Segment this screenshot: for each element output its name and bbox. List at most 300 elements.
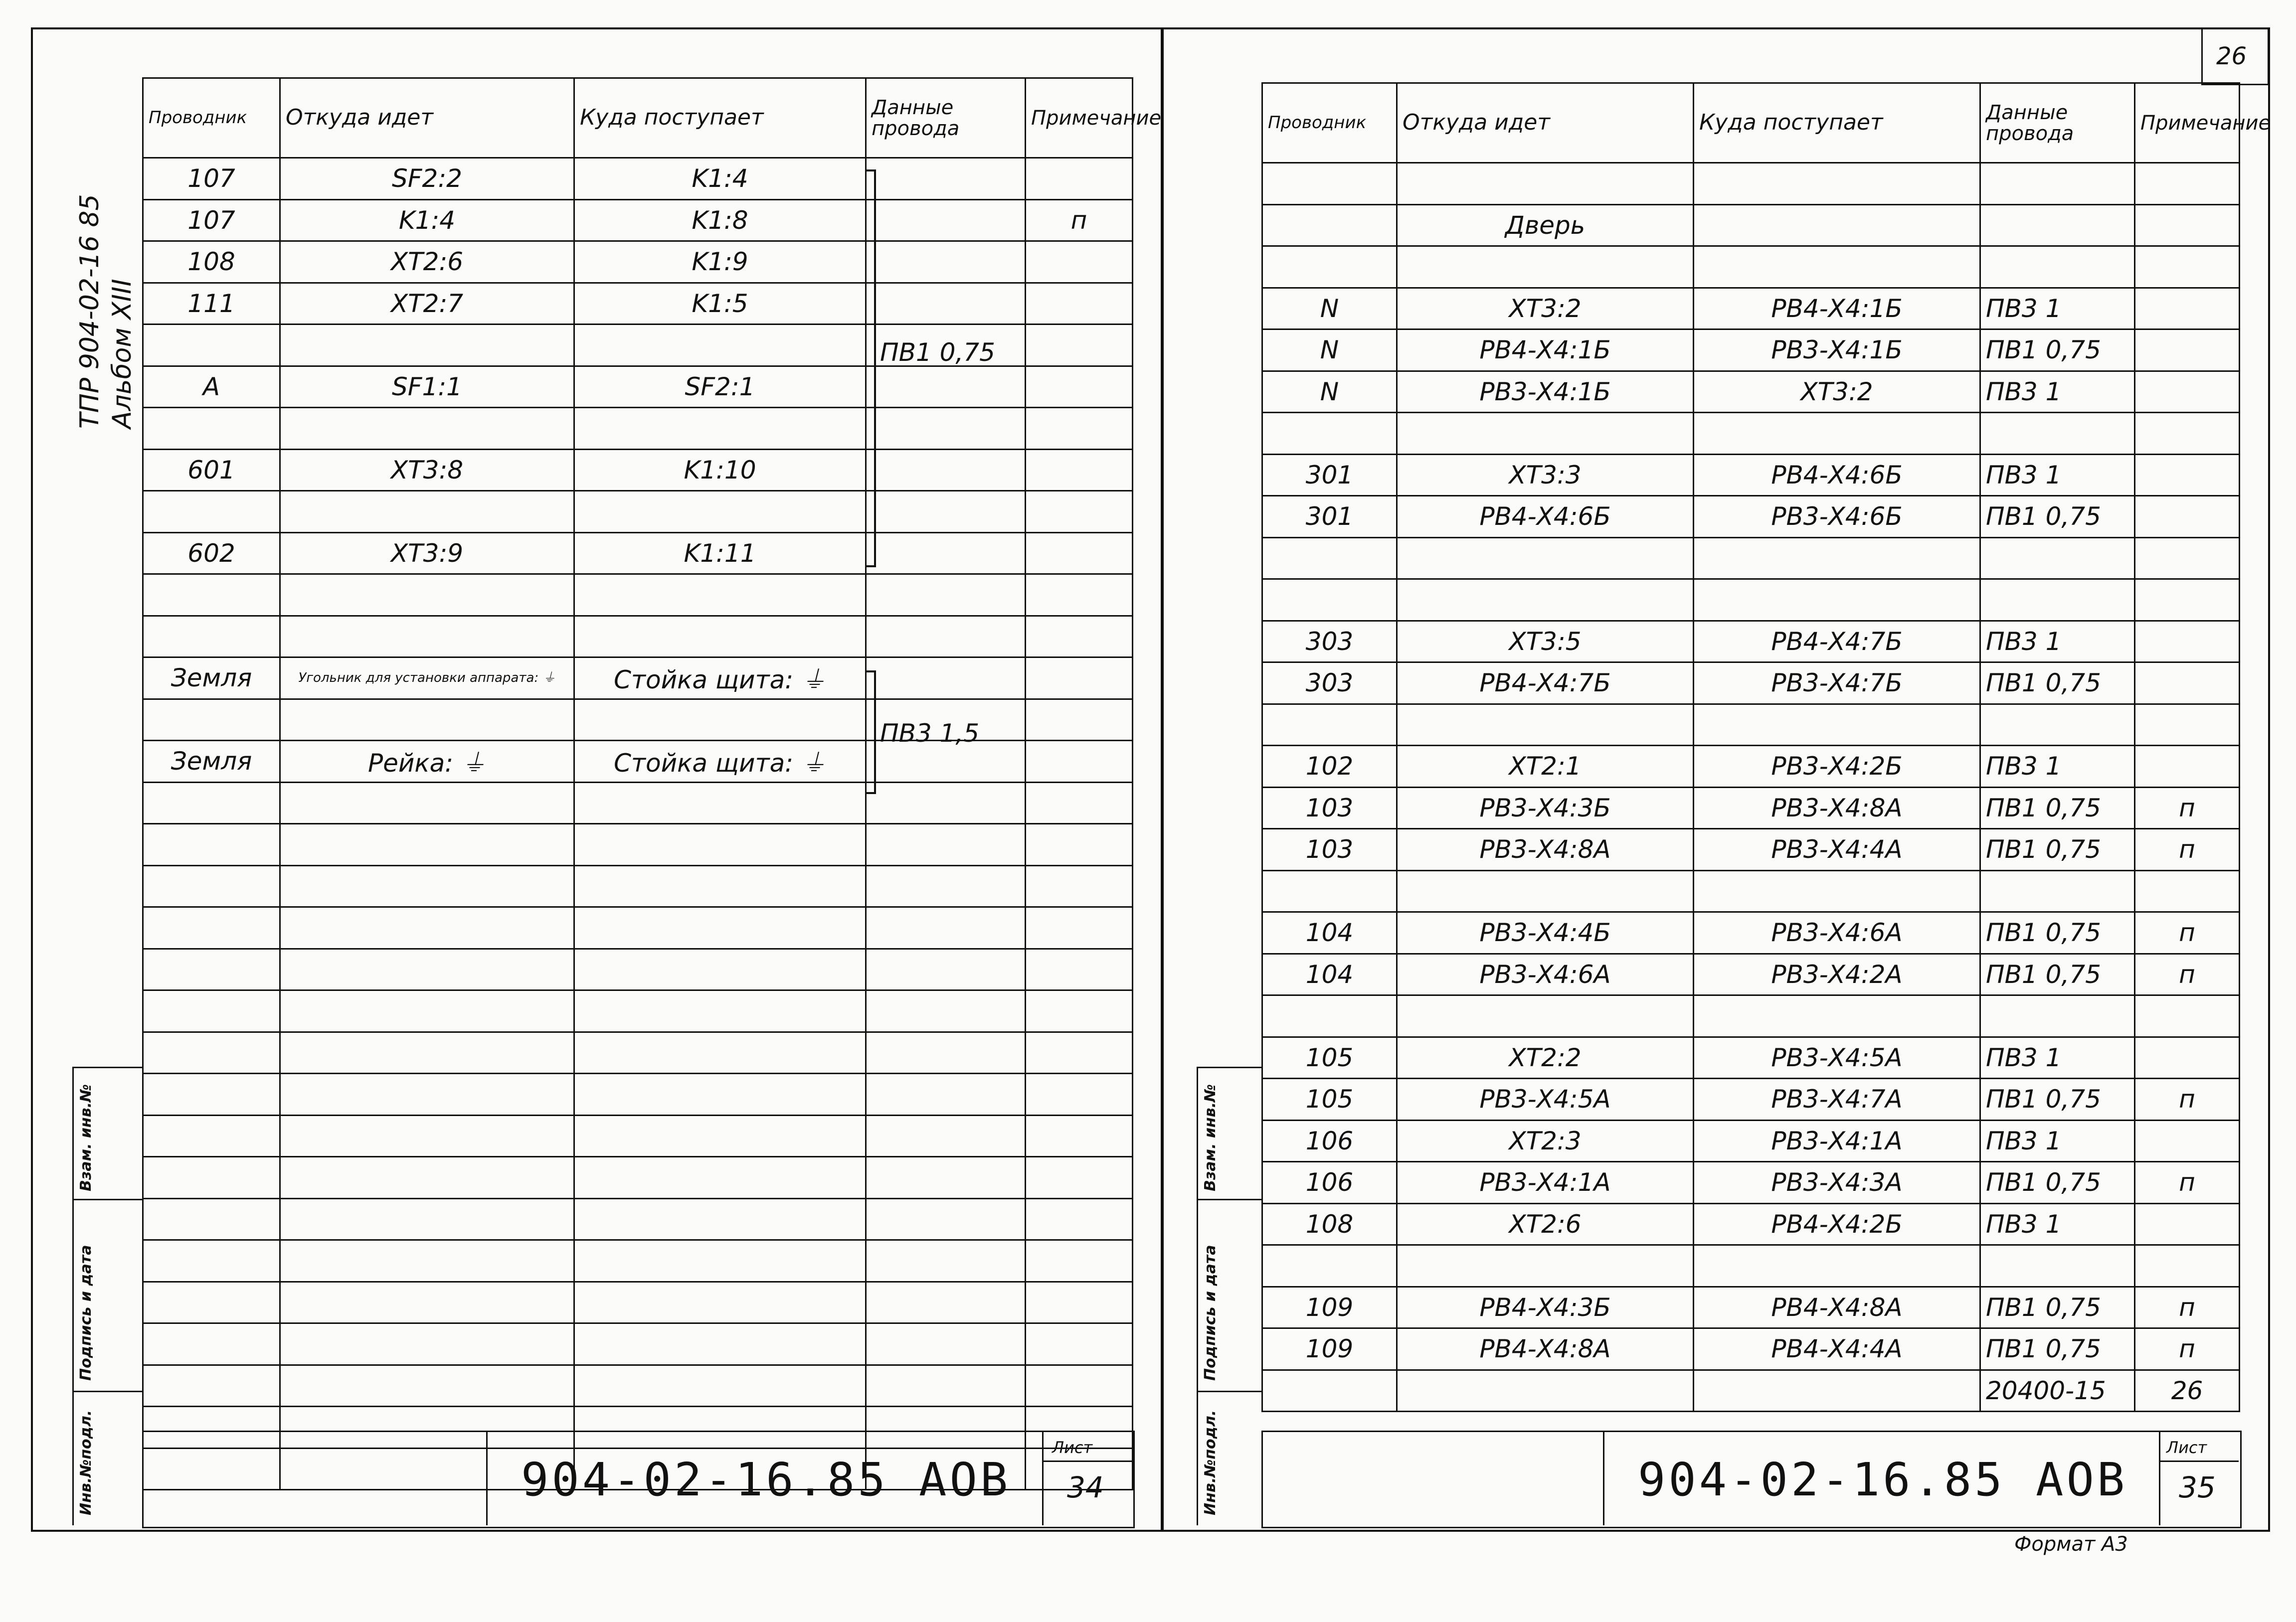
cell-wire-data	[866, 1365, 1026, 1407]
cell-note	[2135, 870, 2240, 912]
table-row	[143, 1115, 1133, 1157]
cell-from: XT2:2	[1397, 1037, 1694, 1079]
cell-conductor	[143, 782, 280, 824]
right-stamp-inv: Инв.№подл.	[1202, 1410, 1219, 1515]
cell-to: РВ3-Х4:7Б	[1694, 662, 1980, 704]
cell-wire-data	[1980, 413, 2135, 455]
cell-from	[1397, 413, 1694, 455]
cell-conductor: А	[143, 366, 280, 408]
cell-from	[280, 1282, 574, 1323]
cell-from: XT3:3	[1397, 454, 1694, 496]
cell-from: XT3:5	[1397, 621, 1694, 662]
left-stamp-vzam: Взам. инв.№	[77, 1084, 95, 1191]
right-stamp-vzam: Взам. инв.№	[1202, 1084, 1219, 1191]
cell-wire-data: ПВ1 0,75	[1980, 1328, 2135, 1370]
cell-conductor: 111	[143, 283, 280, 324]
cell-wire-data	[866, 283, 1026, 324]
cell-to	[574, 1074, 866, 1116]
cell-from	[1397, 870, 1694, 912]
cell-note: п	[2135, 1079, 2240, 1121]
cell-wire-data	[866, 782, 1026, 824]
cell-conductor: 301	[1262, 454, 1397, 496]
cell-conductor: 105	[1262, 1037, 1397, 1079]
cell-from	[1397, 537, 1694, 579]
cell-from	[1397, 579, 1694, 621]
cell-conductor	[1262, 870, 1397, 912]
cell-from: Дверь	[1397, 204, 1694, 246]
cell-to: РВ3-Х4:2А	[1694, 954, 1980, 995]
cell-from	[280, 907, 574, 949]
table-row	[143, 1074, 1133, 1116]
cell-to	[574, 949, 866, 990]
right-title-divider-b	[2159, 1431, 2160, 1525]
cell-from	[280, 1032, 574, 1074]
col-note: Примечание	[2135, 83, 2240, 163]
table-row	[143, 990, 1133, 1032]
cell-conductor	[143, 491, 280, 533]
cell-wire-data	[866, 366, 1026, 408]
cell-wire-data: ПВ1 0,75	[1980, 829, 2135, 871]
cell-note	[1026, 657, 1133, 699]
cell-from: XT2:7	[280, 283, 574, 324]
cell-to: РВ3-Х4:3А	[1694, 1162, 1980, 1204]
cell-from: РВ3-Х4:5А	[1397, 1079, 1694, 1121]
cell-to: РВ3-Х4:7А	[1694, 1079, 1980, 1121]
cell-wire-data	[866, 199, 1026, 241]
cell-conductor: 602	[143, 532, 280, 574]
table-row	[1262, 954, 2240, 995]
cell-from	[280, 491, 574, 533]
cell-to	[574, 491, 866, 533]
left-stamp-sign: Подпись и дата	[77, 1245, 95, 1381]
cell-conductor	[143, 1323, 280, 1365]
cell-to	[574, 616, 866, 657]
cell-note	[1026, 324, 1133, 366]
cell-to	[574, 1198, 866, 1240]
cell-note	[1026, 1198, 1133, 1240]
cell-note	[1026, 1240, 1133, 1282]
cell-note	[1026, 574, 1133, 616]
cell-note	[1026, 1115, 1133, 1157]
col-from: Откуда идет	[1397, 83, 1694, 163]
cell-conductor	[143, 1032, 280, 1074]
cell-from: XT2:6	[1397, 1203, 1694, 1245]
table-row	[1262, 1287, 2240, 1328]
cell-from	[280, 1157, 574, 1199]
cell-to: Стойка щита: ⏚	[574, 741, 866, 783]
cell-note	[1026, 1157, 1133, 1199]
cell-to	[1694, 995, 1980, 1037]
cell-wire-data	[866, 1198, 1026, 1240]
right-stamp-line-3	[1197, 1391, 1261, 1392]
cell-from	[280, 408, 574, 450]
cell-note	[1026, 824, 1133, 866]
table-row	[143, 1032, 1133, 1074]
table-row	[1262, 371, 2240, 413]
cell-note	[1026, 990, 1133, 1032]
cell-note	[2135, 1245, 2240, 1287]
cell-wire-data	[1980, 579, 2135, 621]
cell-note: 26	[2135, 1370, 2240, 1412]
cell-conductor: 108	[1262, 1203, 1397, 1245]
cell-note	[2135, 1120, 2240, 1162]
cell-to: РВ3-Х4:4А	[1694, 829, 1980, 871]
cell-from: РВ3-Х4:1А	[1397, 1162, 1694, 1204]
cell-to	[1694, 704, 1980, 746]
cell-conductor: 303	[1262, 621, 1397, 662]
table-row	[1262, 870, 2240, 912]
right-stamp-line-1	[1197, 1067, 1261, 1068]
table-row	[143, 1157, 1133, 1199]
col-to: Куда поступает	[574, 78, 866, 158]
cell-wire-data	[866, 657, 1026, 699]
cell-to	[574, 1157, 866, 1199]
cell-conductor	[1262, 1370, 1397, 1412]
cell-wire-data	[1980, 995, 2135, 1037]
cell-to: РВ4-Х4:2Б	[1694, 1203, 1980, 1245]
cell-to: РВ3-Х4:1Б	[1694, 329, 1980, 371]
cell-to: SF2:1	[574, 366, 866, 408]
cell-to	[1694, 413, 1980, 455]
cell-to	[574, 1282, 866, 1323]
cell-wire-data	[866, 532, 1026, 574]
cell-to	[574, 1240, 866, 1282]
cell-to: Стойка щита: ⏚	[574, 657, 866, 699]
cell-conductor	[143, 990, 280, 1032]
cell-from: РВ4-Х4:8А	[1397, 1328, 1694, 1370]
cell-conductor: 103	[1262, 787, 1397, 829]
cell-from	[1397, 1245, 1694, 1287]
table-row	[1262, 1162, 2240, 1204]
col-conductor: Проводник	[1262, 83, 1397, 163]
cell-note	[2135, 246, 2240, 288]
cell-note	[1026, 449, 1133, 491]
cell-wire-data	[1980, 204, 2135, 246]
left-group2-bracket	[865, 670, 876, 794]
table-row	[1262, 621, 2240, 662]
cell-note	[2135, 288, 2240, 329]
cell-wire-data: ПВ1 0,75	[1980, 912, 2135, 954]
cell-note: п	[2135, 1328, 2240, 1370]
cell-note	[1026, 158, 1133, 200]
table-row	[143, 241, 1133, 283]
cell-conductor	[1262, 204, 1397, 246]
cell-conductor: 103	[1262, 829, 1397, 871]
cell-wire-data: 20400-15	[1980, 1370, 2135, 1412]
cell-to: K1:10	[574, 449, 866, 491]
col-note: Примечание	[1026, 78, 1133, 158]
cell-note	[1026, 532, 1133, 574]
cell-note	[2135, 1203, 2240, 1245]
cell-from	[280, 1323, 574, 1365]
cell-from: XT3:2	[1397, 288, 1694, 329]
cell-conductor: 104	[1262, 912, 1397, 954]
table-row	[1262, 1120, 2240, 1162]
cell-from: РВ4-Х4:3Б	[1397, 1287, 1694, 1328]
cell-to	[574, 574, 866, 616]
cell-note	[1026, 782, 1133, 824]
cell-wire-data: ПВ1 0,75	[1980, 496, 2135, 538]
cell-from: Рейка: ⏚	[280, 741, 574, 783]
cell-wire-data: ПВ3 1	[1980, 454, 2135, 496]
cell-note: п	[2135, 912, 2240, 954]
cell-to	[574, 782, 866, 824]
left-title-divider-b	[1042, 1431, 1044, 1525]
cell-from	[280, 782, 574, 824]
cell-conductor: 301	[1262, 496, 1397, 538]
cell-conductor: 109	[1262, 1328, 1397, 1370]
cell-conductor	[1262, 995, 1397, 1037]
cell-note	[2135, 995, 2240, 1037]
cell-wire-data	[866, 824, 1026, 866]
cell-from	[280, 574, 574, 616]
cell-to	[1694, 246, 1980, 288]
cell-conductor: 303	[1262, 662, 1397, 704]
cell-note	[2135, 662, 2240, 704]
cell-conductor	[143, 1115, 280, 1157]
table-row	[1262, 995, 2240, 1037]
right-stamp-divider	[1197, 1067, 1198, 1525]
cell-to	[574, 1365, 866, 1407]
cell-from: SF2:2	[280, 158, 574, 200]
cell-note	[2135, 454, 2240, 496]
table-row	[1262, 288, 2240, 329]
right-sheet-label: Лист	[2166, 1438, 2207, 1457]
table-row	[143, 1323, 1133, 1365]
table-row	[143, 491, 1133, 533]
cell-to: РВ4-Х4:6Б	[1694, 454, 1980, 496]
right-corner-page: 26	[2216, 42, 2247, 70]
table-row	[1262, 579, 2240, 621]
left-stamp-line-2	[72, 1199, 142, 1200]
cell-note	[2135, 579, 2240, 621]
cell-note	[2135, 413, 2240, 455]
cell-from: XT3:9	[280, 532, 574, 574]
left-group1-bracket	[865, 169, 876, 567]
left-side-subtitle: Альбом XIII	[107, 279, 137, 429]
cell-conductor: 106	[1262, 1120, 1397, 1162]
cell-wire-data	[866, 907, 1026, 949]
cell-note	[1026, 1074, 1133, 1116]
cell-wire-data	[866, 158, 1026, 200]
table-row	[1262, 496, 2240, 538]
cell-conductor: 107	[143, 199, 280, 241]
cell-note	[1026, 616, 1133, 657]
cell-to: K1:8	[574, 199, 866, 241]
cell-note	[2135, 746, 2240, 788]
table-row	[1262, 662, 2240, 704]
cell-wire-data: ПВ3 1	[1980, 371, 2135, 413]
cell-wire-data	[866, 1240, 1026, 1282]
cell-to	[574, 699, 866, 741]
left-sheet-number: 34	[1067, 1470, 1104, 1504]
cell-wire-data	[866, 616, 1026, 657]
cell-conductor	[143, 1365, 280, 1407]
cell-note	[1026, 1365, 1133, 1407]
cell-note	[2135, 163, 2240, 205]
cell-wire-data	[866, 491, 1026, 533]
cell-from	[280, 990, 574, 1032]
col-from: Откуда идет	[280, 78, 574, 158]
right-stamp-sign: Подпись и дата	[1202, 1245, 1219, 1381]
table-row	[143, 949, 1133, 990]
col-wire-data: Данные провода	[1980, 83, 2135, 163]
cell-from	[280, 1198, 574, 1240]
cell-wire-data	[866, 865, 1026, 907]
table-row	[143, 574, 1133, 616]
cell-to: XT3:2	[1694, 371, 1980, 413]
right-sheet-number: 35	[2179, 1470, 2216, 1504]
paper-format: Формат А3	[2014, 1533, 2128, 1556]
table-row	[143, 408, 1133, 450]
cell-conductor	[1262, 163, 1397, 205]
cell-conductor	[143, 324, 280, 366]
cell-to: РВ3-Х4:2Б	[1694, 746, 1980, 788]
cell-to	[574, 324, 866, 366]
cell-to	[574, 907, 866, 949]
table-row	[1262, 1037, 2240, 1079]
left-group1-wire: ПВ1 0,75	[880, 338, 995, 367]
cell-note	[2135, 329, 2240, 371]
cell-conductor	[1262, 413, 1397, 455]
table-row	[1262, 1079, 2240, 1121]
table-row	[143, 657, 1133, 699]
cell-to	[574, 1115, 866, 1157]
table-row	[1262, 329, 2240, 371]
cell-note	[2135, 204, 2240, 246]
col-conductor: Проводник	[143, 78, 280, 158]
cell-to	[1694, 204, 1980, 246]
cell-note: п	[2135, 829, 2240, 871]
table-row	[143, 782, 1133, 824]
cell-note	[2135, 371, 2240, 413]
cell-note	[1026, 1282, 1133, 1323]
cell-to: РВ3-Х4:6А	[1694, 912, 1980, 954]
cell-from: XT3:8	[280, 449, 574, 491]
cell-from: XT2:6	[280, 241, 574, 283]
cell-conductor	[143, 1240, 280, 1282]
cell-from: Угольник для установки аппарата: ⏚	[280, 657, 574, 699]
cell-wire-data: ПВ3 1	[1980, 288, 2135, 329]
cell-to	[1694, 1370, 1980, 1412]
cell-conductor	[1262, 1245, 1397, 1287]
table-row	[1262, 829, 2240, 871]
cell-to	[1694, 1245, 1980, 1287]
cell-wire-data: ПВ1 0,75	[1980, 662, 2135, 704]
cell-wire-data: ПВ3 1	[1980, 1037, 2135, 1079]
left-stamp-inv: Инв.№подл.	[77, 1410, 95, 1515]
table-row	[1262, 912, 2240, 954]
cell-to: K1:5	[574, 283, 866, 324]
cell-wire-data	[1980, 870, 2135, 912]
cell-wire-data	[866, 990, 1026, 1032]
cell-to	[574, 1323, 866, 1365]
cell-wire-data	[866, 449, 1026, 491]
cell-from	[1397, 1370, 1694, 1412]
table-row	[143, 824, 1133, 866]
table-row	[143, 1282, 1133, 1323]
left-stamp-line-3	[72, 1391, 142, 1392]
table-row	[143, 283, 1133, 324]
cell-from	[280, 1365, 574, 1407]
col-wire-data: Данные провода	[866, 78, 1026, 158]
table-row	[1262, 1203, 2240, 1245]
cell-note	[1026, 949, 1133, 990]
cell-wire-data	[866, 949, 1026, 990]
cell-to	[574, 824, 866, 866]
cell-from: РВ3-Х4:6А	[1397, 954, 1694, 995]
cell-note	[1026, 241, 1133, 283]
cell-wire-data	[866, 1323, 1026, 1365]
cell-conductor: Земля	[143, 657, 280, 699]
cell-to	[1694, 579, 1980, 621]
cell-from	[1397, 163, 1694, 205]
cell-conductor	[143, 1198, 280, 1240]
cell-from: РВ4-Х4:1Б	[1397, 329, 1694, 371]
cell-to: РВ3-Х4:5А	[1694, 1037, 1980, 1079]
cell-wire-data	[866, 1032, 1026, 1074]
cell-from: XT2:3	[1397, 1120, 1694, 1162]
table-row	[143, 532, 1133, 574]
right-doc-number: 904-02-16.85 АОВ	[1638, 1453, 2128, 1506]
cell-note: п	[2135, 1162, 2240, 1204]
table-row	[1262, 746, 2240, 788]
cell-wire-data: ПВ1 0,75	[1980, 787, 2135, 829]
cell-conductor: 108	[143, 241, 280, 283]
left-doc-number: 904-02-16.85 АОВ	[521, 1453, 1011, 1506]
cell-from	[1397, 995, 1694, 1037]
col-to: Куда поступает	[1694, 83, 1980, 163]
cell-note	[1026, 1032, 1133, 1074]
table-row	[1262, 704, 2240, 746]
cell-wire-data	[866, 1074, 1026, 1116]
cell-conductor: Земля	[143, 741, 280, 783]
left-sheet-box-line	[1042, 1460, 1132, 1462]
table-row	[1262, 163, 2240, 205]
cell-from: РВ4-Х4:6Б	[1397, 496, 1694, 538]
cell-wire-data: ПВ1 0,75	[1980, 1079, 2135, 1121]
cell-to: РВ4-Х4:4А	[1694, 1328, 1980, 1370]
cell-conductor	[1262, 579, 1397, 621]
cell-wire-data	[1980, 246, 2135, 288]
cell-conductor: 109	[1262, 1287, 1397, 1328]
cell-conductor	[143, 574, 280, 616]
cell-wire-data	[866, 241, 1026, 283]
table-row	[1262, 204, 2240, 246]
cell-wire-data: ПВ3 1	[1980, 1203, 2135, 1245]
table-row	[143, 1240, 1133, 1282]
table-row	[143, 699, 1133, 741]
cell-note	[1026, 865, 1133, 907]
cell-conductor: 601	[143, 449, 280, 491]
cell-conductor	[1262, 704, 1397, 746]
table-row	[143, 865, 1133, 907]
left-sheet-label: Лист	[1052, 1438, 1093, 1457]
left-wiring-table	[142, 77, 1162, 1490]
cell-wire-data	[866, 1157, 1026, 1199]
cell-note: п	[2135, 1287, 2240, 1328]
cell-wire-data	[866, 1115, 1026, 1157]
cell-wire-data: ПВ3 1	[1980, 621, 2135, 662]
cell-conductor	[143, 408, 280, 450]
cell-conductor	[143, 824, 280, 866]
right-sheet-box-line	[2159, 1460, 2239, 1462]
cell-conductor: 107	[143, 158, 280, 200]
cell-conductor: 105	[1262, 1079, 1397, 1121]
cell-conductor	[143, 699, 280, 741]
cell-to: РВ3-Х4:1А	[1694, 1120, 1980, 1162]
table-row	[1262, 413, 2240, 455]
